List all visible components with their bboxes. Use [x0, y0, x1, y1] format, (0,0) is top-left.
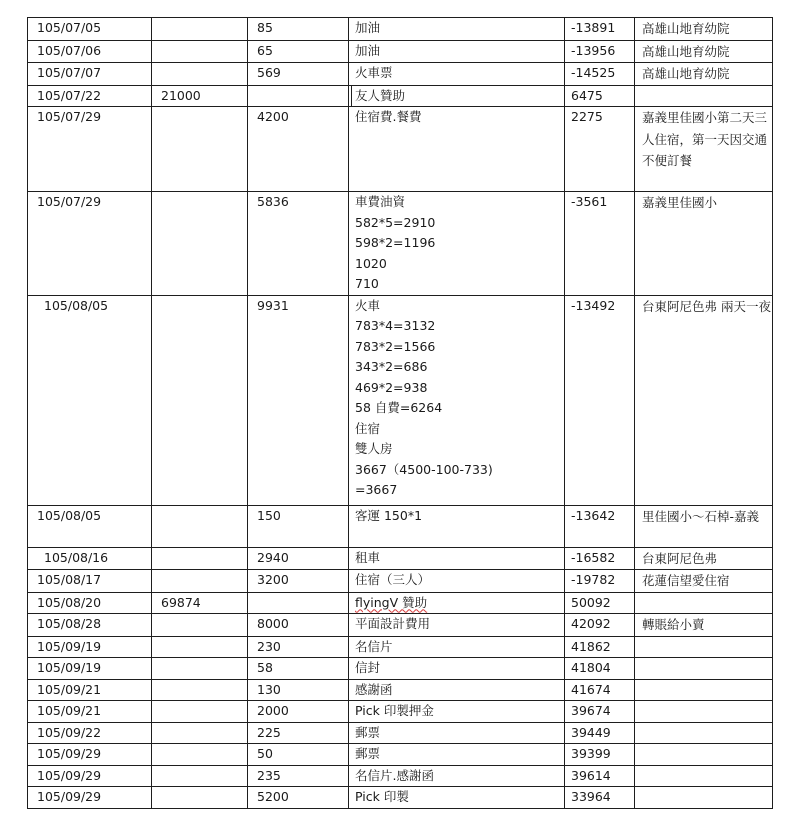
income-cell [152, 40, 248, 63]
income-cell [152, 701, 248, 723]
expense-cell: 2940 [248, 547, 349, 570]
balance-cell: 41674 [565, 679, 635, 701]
table-row [28, 192, 773, 296]
item-line: 雙人房 [355, 441, 393, 456]
item-cell [349, 505, 565, 547]
item-cell [349, 787, 565, 809]
income-cell [152, 744, 248, 766]
balance-cell: 39399 [565, 744, 635, 766]
balance-cell: 2275 [565, 107, 635, 192]
income-cell [152, 787, 248, 809]
balance-cell: 6475 [565, 85, 635, 107]
item-cell [349, 63, 565, 86]
item-line: 加油 [355, 42, 381, 58]
item-cell [349, 592, 565, 614]
date-cell: 105/07/05 [28, 18, 152, 41]
date-cell: 105/09/21 [28, 701, 152, 723]
income-cell [152, 107, 248, 192]
expense-cell: 9931 [248, 295, 349, 505]
date-cell: 105/09/29 [28, 787, 152, 809]
table-row [28, 40, 773, 63]
expense-cell: 5200 [248, 787, 349, 809]
date-cell: 105/07/07 [28, 63, 152, 86]
item-cell [349, 636, 565, 658]
expense-cell [248, 85, 349, 107]
expense-cell: 2000 [248, 701, 349, 723]
income-cell [152, 679, 248, 701]
item-line: 469*2=938 [355, 379, 428, 395]
note-cell [635, 787, 773, 809]
item-line: 710 [355, 276, 379, 291]
item-line: 加油 [355, 20, 381, 35]
item-line: 郵票 [355, 746, 381, 761]
item-cell [349, 701, 565, 723]
balance-cell: -14525 [565, 63, 635, 86]
note-cell [635, 722, 773, 744]
table-row [28, 701, 773, 723]
balance-cell: -13492 [565, 295, 635, 505]
date-cell: 105/08/28 [28, 614, 152, 637]
item-cell [349, 570, 565, 593]
item-line: 住宿費.餐費 [355, 109, 422, 124]
item-cell [349, 744, 565, 766]
balance-cell: 39674 [565, 701, 635, 723]
income-cell [152, 614, 248, 637]
ledger-table [27, 17, 773, 809]
date-cell: 105/09/19 [28, 658, 152, 680]
income-cell: 69874 [152, 592, 248, 614]
note-cell [635, 765, 773, 787]
balance-cell: -3561 [565, 192, 635, 296]
item-line: 火車 [355, 297, 381, 313]
note-cell [635, 636, 773, 658]
item-line: 783*4=3132 [355, 318, 436, 333]
table-row [28, 787, 773, 809]
note-cell [635, 85, 773, 107]
ledger-body [28, 18, 773, 809]
item-cell [349, 765, 565, 787]
table-row [28, 765, 773, 787]
note-cell: 轉賬給小賣 [635, 614, 773, 637]
balance-cell: 39614 [565, 765, 635, 787]
table-row [28, 570, 773, 593]
item-cell [349, 679, 565, 701]
table-row [28, 547, 773, 570]
item-cell [349, 614, 565, 637]
expense-cell: 8000 [248, 614, 349, 637]
table-row [28, 295, 773, 505]
expense-cell: 569 [248, 63, 349, 86]
expense-cell: 235 [248, 765, 349, 787]
note-cell [635, 592, 773, 614]
expense-cell: 65 [248, 40, 349, 63]
item-line: 598*2=1196 [355, 235, 436, 250]
balance-cell: 39449 [565, 722, 635, 744]
balance-cell: 33964 [565, 787, 635, 809]
date-cell: 105/09/21 [28, 679, 152, 701]
item-line: 1020 [355, 255, 387, 271]
table-row [28, 107, 773, 192]
date-cell: 105/09/22 [28, 722, 152, 744]
item-line: 車費油資 [355, 194, 406, 209]
item-line: 友人贊助 [351, 86, 405, 107]
date-cell: 105/08/20 [28, 592, 152, 614]
item-line: 58 自費=6264 [355, 400, 443, 415]
balance-cell: 41862 [565, 636, 635, 658]
expense-cell: 225 [248, 722, 349, 744]
balance-cell: 42092 [565, 614, 635, 637]
table-row [28, 636, 773, 658]
item-line: Pick 印製押金 [355, 703, 434, 718]
item-line: 783*2=1566 [355, 338, 436, 354]
note-cell: 嘉義里佳國小 [635, 192, 773, 296]
note-cell [635, 701, 773, 723]
item-cell [349, 40, 565, 63]
note-cell: 嘉義里佳國小第二天三人住宿，第一天因交通不便訂餐 [635, 107, 773, 192]
note-cell: 高雄山地育幼院 [635, 63, 773, 86]
item-line: 郵票 [355, 724, 381, 740]
expense-cell: 58 [248, 658, 349, 680]
income-cell [152, 295, 248, 505]
date-cell: 105/09/19 [28, 636, 152, 658]
item-cell [349, 192, 565, 296]
item-line: flyingV 贊助 [355, 594, 428, 610]
item-line: 343*2=686 [355, 359, 428, 374]
item-line: 住宿 [355, 420, 381, 436]
item-cell [349, 547, 565, 570]
note-cell: 台東阿尼色弗 [635, 547, 773, 570]
date-cell: 105/08/05 [28, 505, 152, 547]
income-cell [152, 505, 248, 547]
item-line: 火車票 [355, 65, 393, 80]
date-cell: 105/07/29 [28, 107, 152, 192]
income-cell [152, 722, 248, 744]
balance-cell: -13956 [565, 40, 635, 63]
balance-cell: -19782 [565, 570, 635, 593]
date-cell: 105/08/16 [28, 547, 152, 570]
table-row [28, 18, 773, 41]
expense-cell: 230 [248, 636, 349, 658]
item-line: 信封 [355, 660, 381, 675]
item-line: 名信片.感謝函 [355, 767, 434, 783]
note-cell: 高雄山地育幼院 [635, 18, 773, 41]
income-cell: 21000 [152, 85, 248, 107]
note-cell: 高雄山地育幼院 [635, 40, 773, 63]
balance-cell: 50092 [565, 592, 635, 614]
expense-cell: 150 [248, 505, 349, 547]
item-line: =3667 [355, 482, 398, 497]
note-cell [635, 679, 773, 701]
balance-cell: 41804 [565, 658, 635, 680]
table-row [28, 679, 773, 701]
table-row [28, 614, 773, 637]
item-line: 租車 [355, 549, 381, 565]
note-cell: 里佳國小～石棹-嘉義 [635, 505, 773, 547]
item-line: 感謝函 [355, 681, 393, 697]
note-cell [635, 744, 773, 766]
date-cell: 105/07/22 [28, 85, 152, 107]
income-cell [152, 18, 248, 41]
income-cell [152, 547, 248, 570]
income-cell [152, 570, 248, 593]
income-cell [152, 765, 248, 787]
item-line: 平面設計費用 [355, 616, 431, 631]
item-cell [349, 18, 565, 41]
expense-cell [248, 592, 349, 614]
income-cell [152, 636, 248, 658]
table-row [28, 722, 773, 744]
note-cell [635, 658, 773, 680]
item-cell [349, 658, 565, 680]
date-cell: 105/09/29 [28, 744, 152, 766]
date-cell: 105/08/17 [28, 570, 152, 593]
expense-cell: 50 [248, 744, 349, 766]
balance-cell: -16582 [565, 547, 635, 570]
table-row [28, 744, 773, 766]
item-line: 客運 150*1 [355, 507, 423, 523]
item-line: 3667（4500-100-733) [355, 461, 493, 477]
expense-cell: 85 [248, 18, 349, 41]
balance-cell: -13891 [565, 18, 635, 41]
date-cell: 105/07/06 [28, 40, 152, 63]
item-cell [349, 107, 565, 192]
note-cell: 台東阿尼色弗 兩天一夜 [635, 295, 773, 505]
date-cell: 105/09/29 [28, 765, 152, 787]
table-row [28, 505, 773, 547]
expense-cell: 3200 [248, 570, 349, 593]
item-cell [349, 722, 565, 744]
date-cell: 105/07/29 [28, 192, 152, 296]
item-cell [349, 85, 565, 107]
expense-cell: 4200 [248, 107, 349, 192]
table-row [28, 85, 773, 107]
income-cell [152, 192, 248, 296]
balance-cell: -13642 [565, 505, 635, 547]
item-line: 名信片 [355, 638, 393, 654]
income-cell [152, 658, 248, 680]
date-cell: 105/08/05 [28, 295, 152, 505]
item-cell [349, 295, 565, 505]
table-row [28, 658, 773, 680]
note-cell: 花蓮信望愛住宿 [635, 570, 773, 593]
item-line: Pick 印製 [355, 789, 409, 804]
item-line: 住宿（三人） [355, 572, 431, 587]
income-cell [152, 63, 248, 86]
item-line: 582*5=2910 [355, 214, 436, 230]
table-row [28, 63, 773, 86]
table-row [28, 592, 773, 614]
expense-cell: 5836 [248, 192, 349, 296]
expense-cell: 130 [248, 679, 349, 701]
